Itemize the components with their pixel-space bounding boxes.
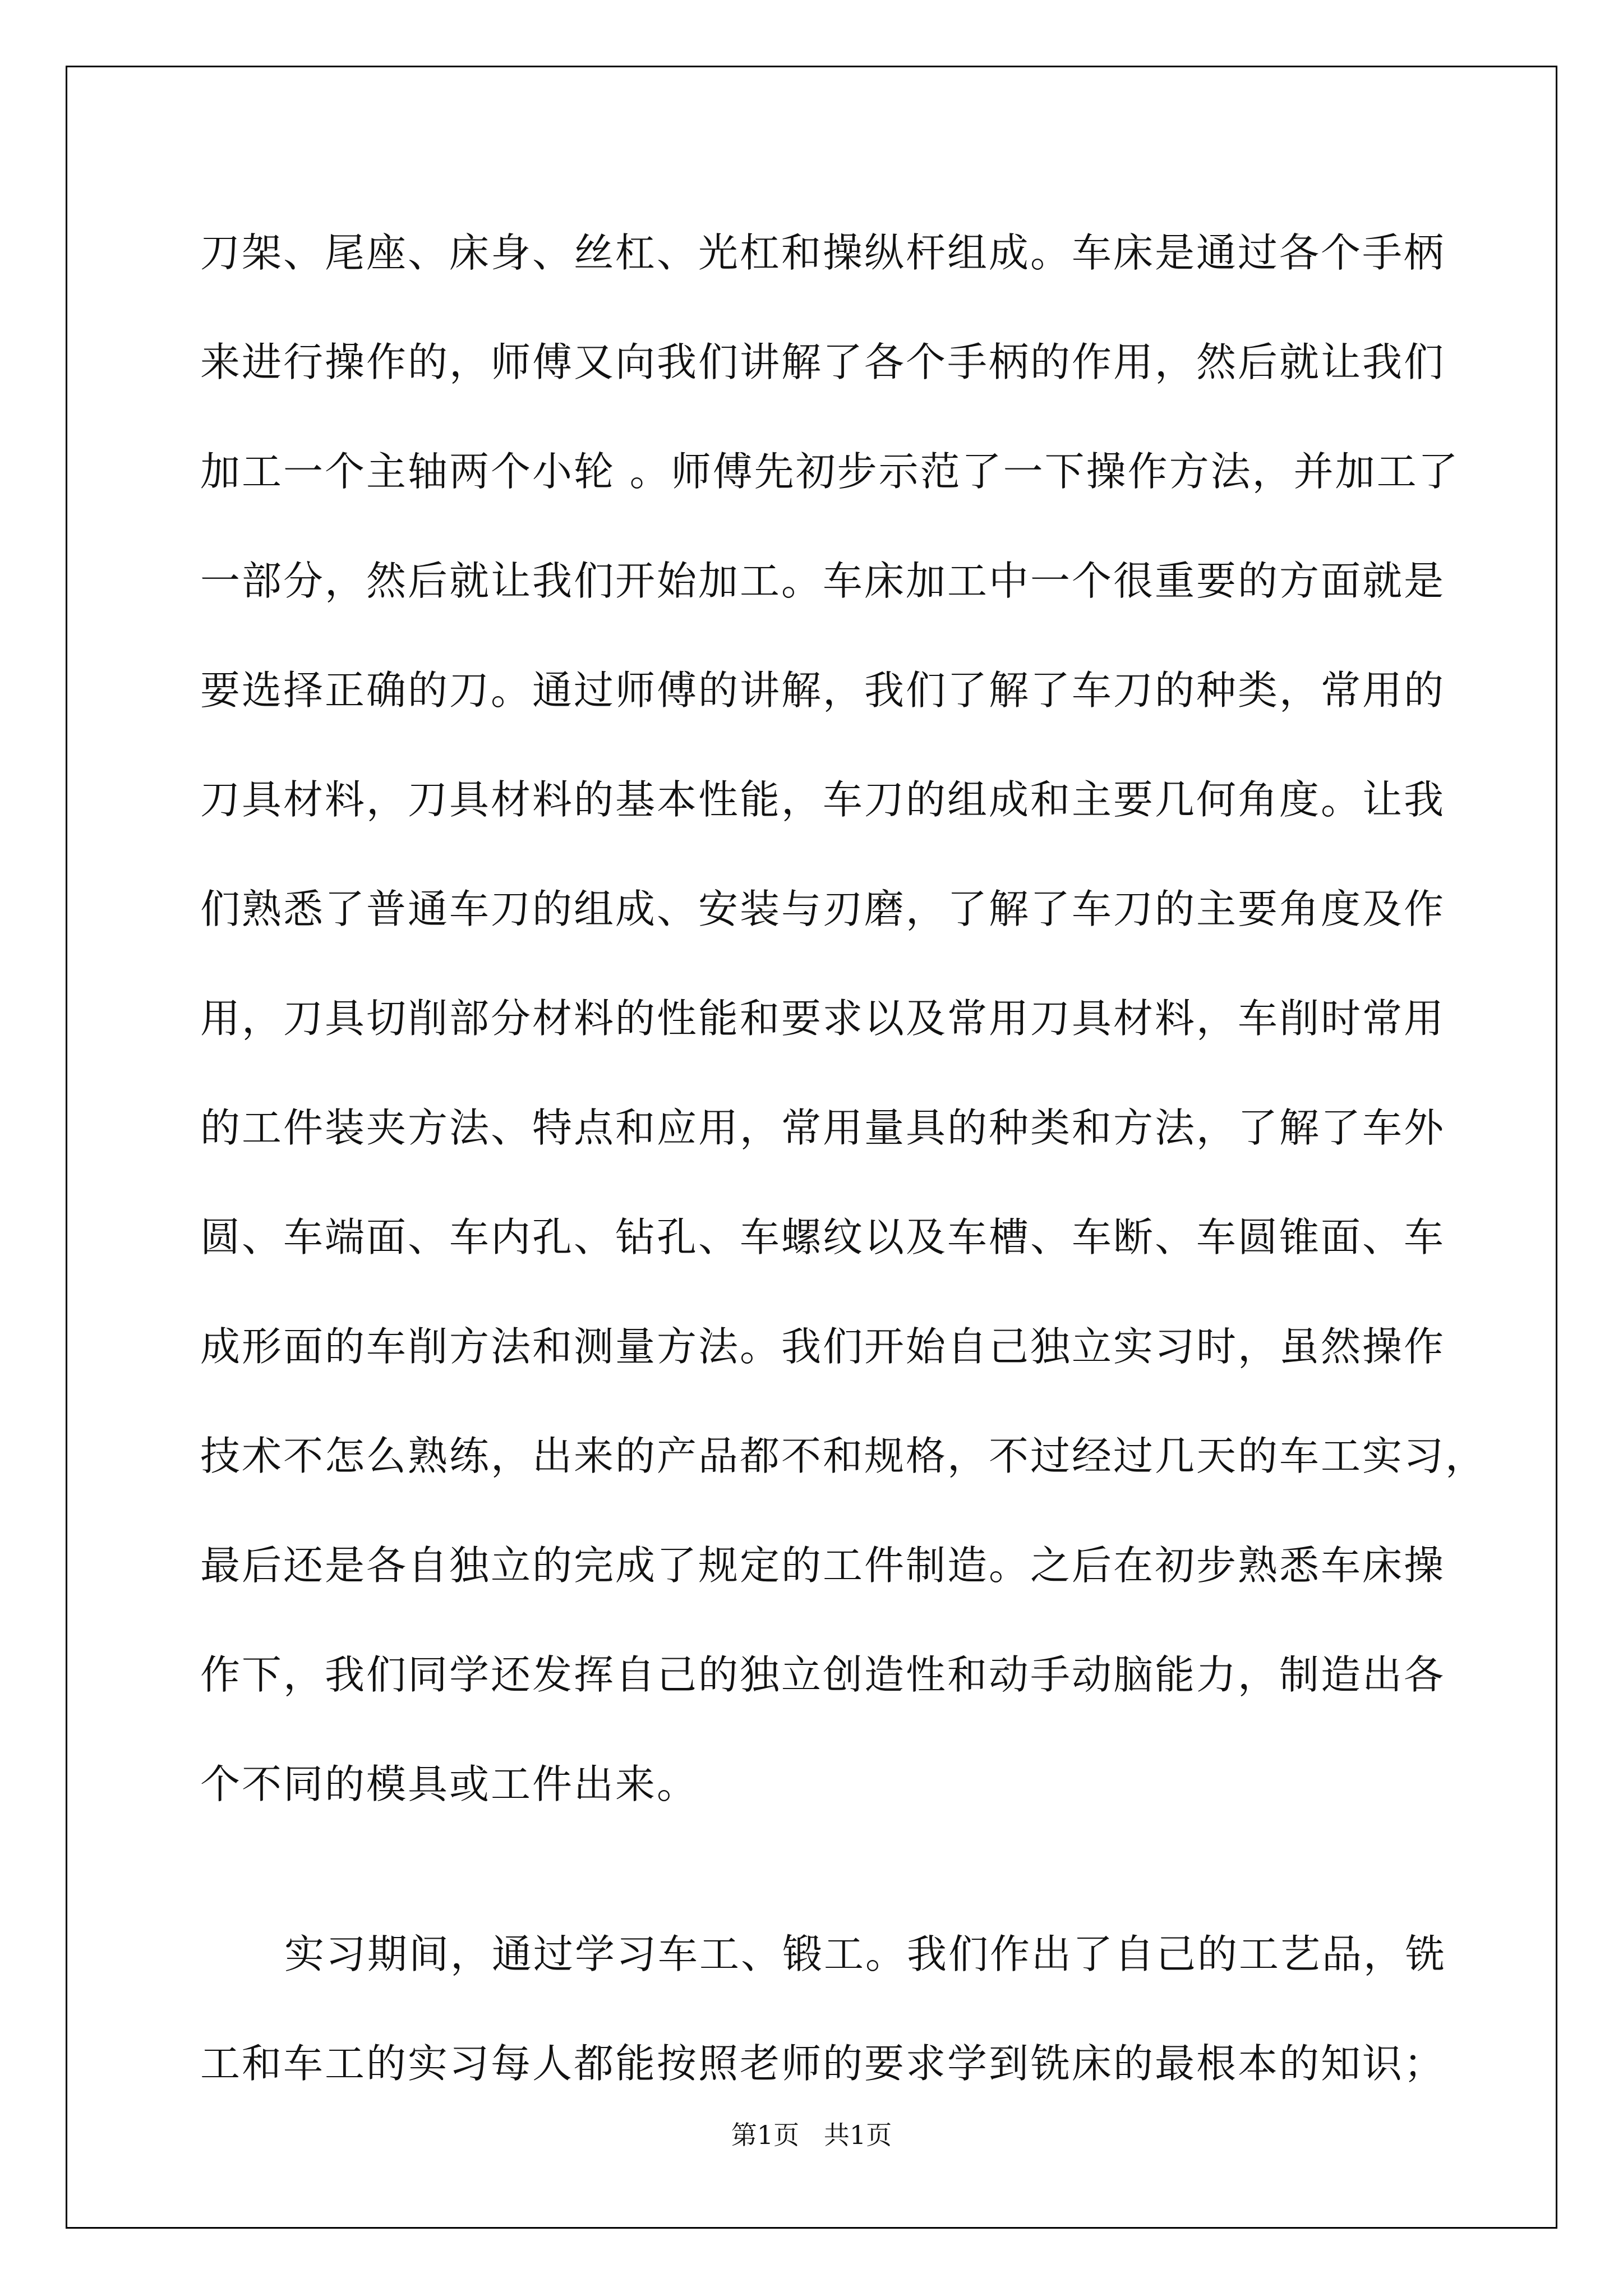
text-line: 技术不怎么熟练，出来的产品都不和规格，不过经过几天的车工实习，	[200, 1433, 1487, 1479]
text-line: 要选择正确的刀。通过师傅的讲解，我们了解了车刀的种类，常用的	[200, 667, 1446, 714]
text-line: 个不同的模具或工件出来。	[200, 1761, 699, 1807]
text-line: 成形面的车削方法和测量方法。我们开始自己独立实习时，虽然操作	[200, 1323, 1446, 1370]
text-line: 刀架、尾座、床身、丝杠、光杠和操纵杆组成。车床是通过各个手柄	[200, 229, 1446, 276]
text-line: 实习期间，通过学习车工、锻工。我们作出了自己的工艺品，铣	[284, 1931, 1447, 1977]
text-line: 用，刀具切削部分材料的性能和要求以及常用刀具材料，车削时常用	[200, 995, 1446, 1042]
paragraph-1	[200, 211, 1487, 1852]
text-line: 最后还是各自独立的完成了规定的工件制造。之后在初步熟悉车床操	[200, 1542, 1446, 1589]
text-line: 一部分，然后就让我们开始加工。车床加工中一个很重要的方面就是	[200, 558, 1446, 604]
text-line: 加工一个主轴两个小轮 。师傅先初步示范了一下操作方法，并加工了	[200, 448, 1460, 495]
text-line: 来进行操作的，师傅又向我们讲解了各个手柄的作用，然后就让我们	[200, 339, 1446, 385]
text-line: 工和车工的实习每人都能按照老师的要求学到铣床的最根本的知识；	[200, 2040, 1446, 2087]
text-line: 们熟悉了普通车刀的组成、安装与刃磨，了解了车刀的主要角度及作	[200, 886, 1446, 932]
text-line: 的工件装夹方法、特点和应用，常用量具的种类和方法，了解了车外	[200, 1105, 1446, 1151]
paragraph-2	[200, 1912, 1468, 2131]
text-line: 刀具材料，刀具材料的基本性能，车刀的组成和主要几何角度。让我	[200, 776, 1446, 823]
text-line: 圆、车端面、车内孔、钻孔、车螺纹以及车槽、车断、车圆锥面、车	[200, 1214, 1446, 1260]
text-line: 作下，我们同学还发挥自己的独立创造性和动手动脑能力，制造出各	[200, 1651, 1446, 1698]
page-footer: 第1页 共1页	[731, 2120, 892, 2150]
document-body	[200, 211, 1487, 2131]
